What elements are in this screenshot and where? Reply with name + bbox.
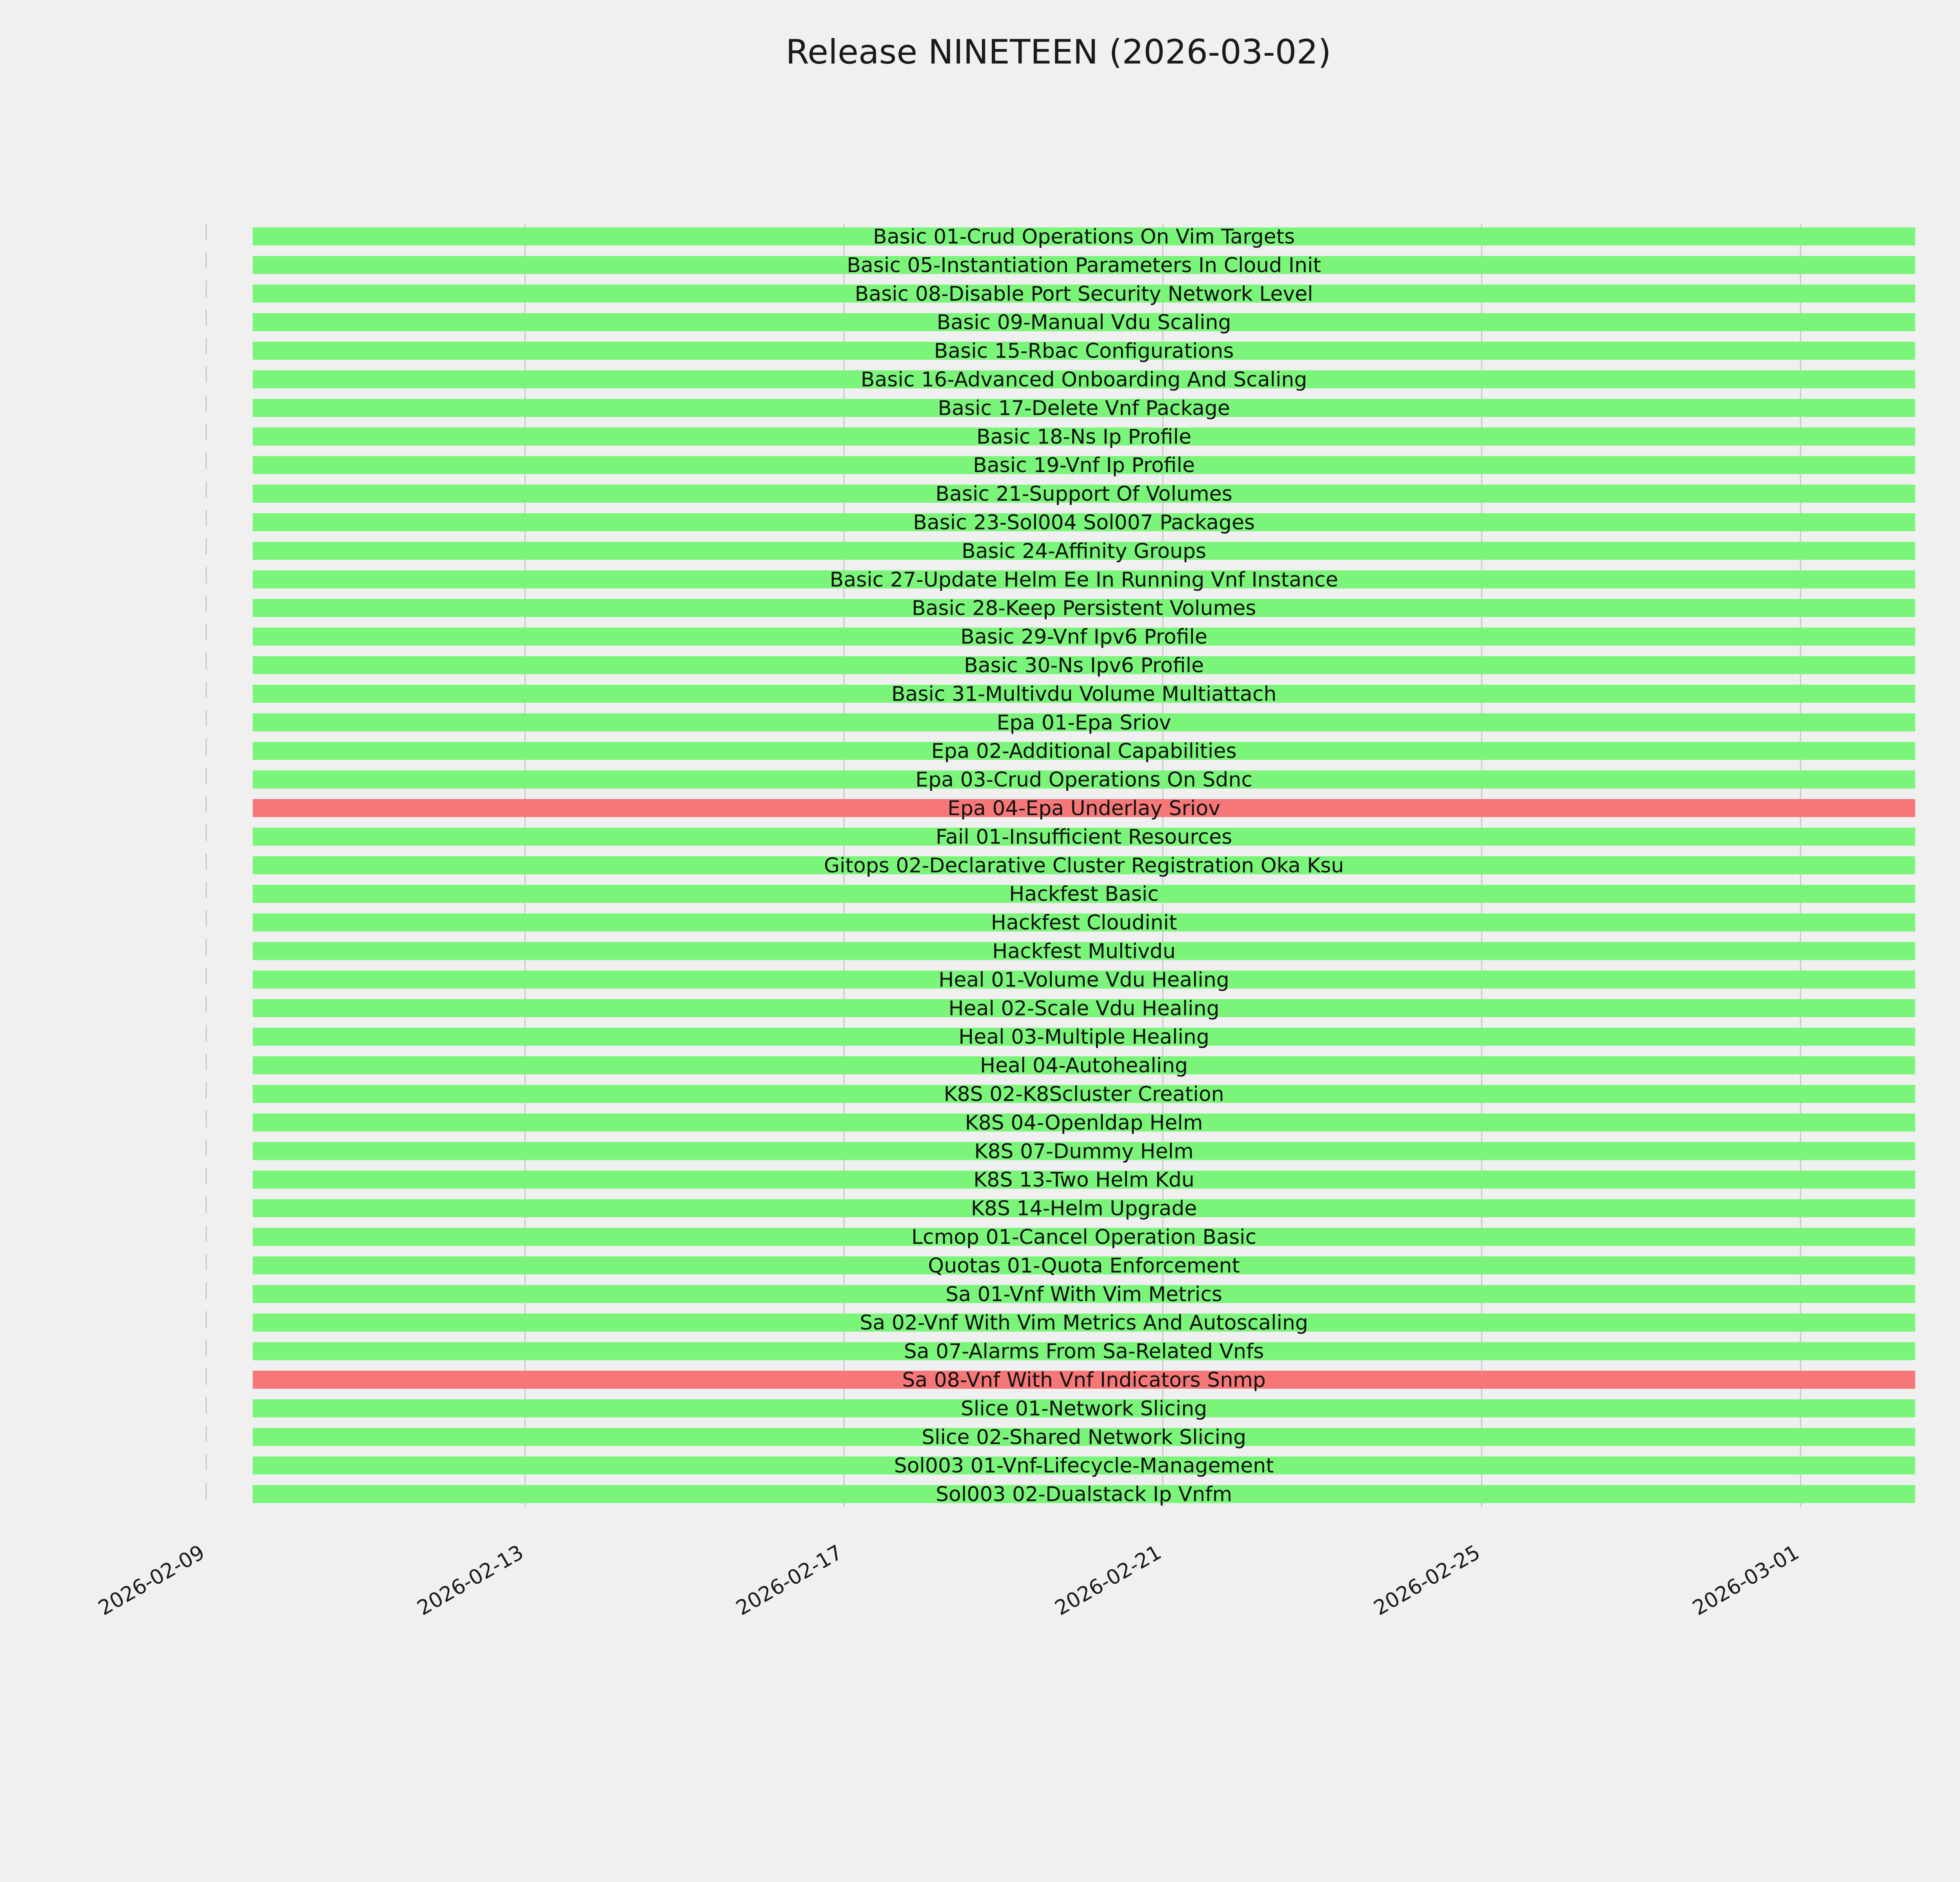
bar-label: Sol003 01-Vnf-Lifecycle-Management: [894, 1454, 1274, 1478]
bar-label: Basic 29-Vnf Ipv6 Profile: [960, 625, 1208, 649]
bar-label: Heal 04-Autohealing: [980, 1054, 1188, 1078]
bar-label: Quotas 01-Quota Enforcement: [928, 1254, 1240, 1278]
bar-label: Heal 01-Volume Vdu Healing: [938, 968, 1229, 992]
bar-label: K8S 07-Dummy Helm: [974, 1139, 1194, 1163]
bar-label: Sa 08-Vnf With Vnf Indicators Snmp: [902, 1368, 1266, 1392]
bar-label: Sa 02-Vnf With Vim Metrics And Autoscaling: [860, 1311, 1308, 1335]
bar-label: Lcmop 01-Cancel Operation Basic: [911, 1225, 1257, 1249]
bar-label: Basic 27-Update Helm Ee In Running Vnf Instance: [829, 568, 1338, 592]
x-tick-label: 2026-02-09: [94, 1540, 209, 1620]
bar-label: Fail 01-Insufficient Resources: [935, 825, 1232, 849]
bar-label: K8S 13-Two Helm Kdu: [973, 1168, 1194, 1192]
x-tick-label: 2026-02-17: [732, 1540, 847, 1620]
bar-label: Basic 30-Ns Ipv6 Profile: [964, 654, 1204, 678]
bar-label: Basic 08-Disable Port Security Network Level: [855, 282, 1313, 306]
bar-label: Sa 01-Vnf With Vim Metrics: [946, 1283, 1223, 1306]
bar-label: Epa 02-Additional Capabilities: [931, 739, 1237, 763]
bar-label: Epa 03-Crud Operations On Sdnc: [915, 768, 1253, 792]
bar-label: Hackfest Basic: [1009, 882, 1159, 906]
bar-label: Basic 01-Crud Operations On Vim Targets: [873, 225, 1295, 249]
chart-title: Release NINETEEN (2026-03-02): [786, 33, 1331, 72]
x-tick-label: 2026-02-25: [1370, 1540, 1485, 1620]
bar-label: K8S 04-Openldap Helm: [965, 1111, 1203, 1135]
x-tick-label: 2026-03-01: [1689, 1540, 1803, 1620]
bar-label: Basic 19-Vnf Ip Profile: [973, 454, 1195, 478]
bar-label: Hackfest Multivdu: [992, 939, 1176, 963]
bar-label: Epa 01-Epa Sriov: [996, 711, 1171, 735]
bar-label: K8S 02-K8Scluster Creation: [944, 1083, 1224, 1106]
bar-label: Basic 05-Instantiation Parameters In Cloud Init: [847, 253, 1321, 277]
bar-label: Epa 04-Epa Underlay Sriov: [947, 797, 1221, 820]
bar-label: Basic 18-Ns Ip Profile: [976, 425, 1192, 449]
bar-label: Basic 15-Rbac Configurations: [934, 339, 1234, 363]
bar-label: Basic 09-Manual Vdu Scaling: [936, 311, 1231, 334]
bar-label: Slice 01-Network Slicing: [960, 1397, 1207, 1421]
bar-label: Basic 16-Advanced Onboarding And Scaling: [860, 368, 1307, 392]
x-tick-label: 2026-02-21: [1051, 1540, 1165, 1620]
bar-label: Basic 21-Support Of Volumes: [935, 482, 1232, 506]
bar-label: Slice 02-Shared Network Slicing: [922, 1425, 1247, 1449]
bar-label: Basic 28-Keep Persistent Volumes: [911, 596, 1256, 620]
bar-label: Basic 31-Multivdu Volume Multiattach: [891, 682, 1277, 706]
x-tick-label: 2026-02-13: [413, 1540, 528, 1620]
bar-label: Heal 02-Scale Vdu Healing: [948, 997, 1220, 1021]
bar-label: Sa 07-Alarms From Sa-Related Vnfs: [904, 1340, 1264, 1364]
bar-label: Heal 03-Multiple Healing: [958, 1025, 1210, 1049]
bar-label: Sol003 02-Dualstack Ip Vnfm: [936, 1482, 1232, 1506]
bar-label: Basic 24-Affinity Groups: [961, 539, 1207, 563]
bar-label: Basic 23-Sol004 Sol007 Packages: [913, 511, 1255, 534]
bar-label: Gitops 02-Declarative Cluster Registration Oka Ksu: [824, 854, 1344, 877]
bar-label: Hackfest Cloudinit: [991, 911, 1177, 935]
bar-label: Basic 17-Delete Vnf Package: [938, 396, 1230, 420]
bar-label: K8S 14-Helm Upgrade: [971, 1197, 1197, 1221]
